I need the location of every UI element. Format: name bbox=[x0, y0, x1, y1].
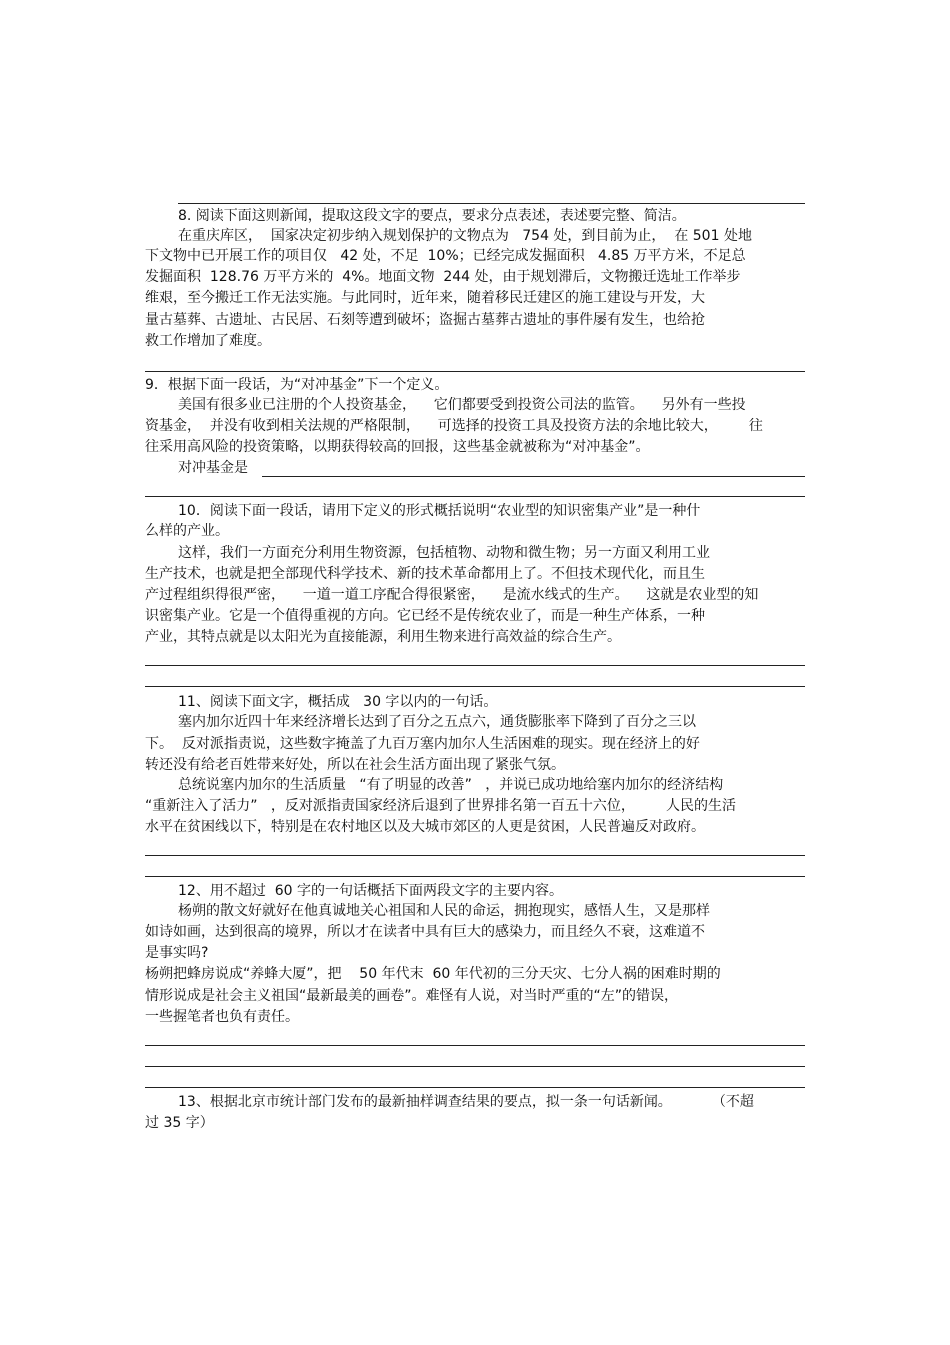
question-12-prompt: 12、用不超过 60 字的一句话概括下面两段文字的主要内容。 bbox=[178, 883, 563, 899]
question-10-prompt: 么样的产业。 bbox=[145, 523, 229, 539]
question-10-line: 产过程组织得很严密， 一道一道工序配合得很紧密， 是流水线式的生产。 这就是农业型的知 bbox=[145, 587, 759, 603]
answer-line bbox=[178, 203, 805, 204]
answer-line[interactable] bbox=[145, 855, 805, 856]
question-8-line: 下文物中已开展工作的项目仅 42 处，不足 10%；已经完成发掘面积 4.85 万平方米，不足总 bbox=[145, 248, 746, 264]
question-9-prompt: 9．根据下面一段话，为“对冲基金”下一个定义。 bbox=[145, 377, 449, 393]
question-8-line: 发掘面积 128.76 万平方米的 4%。地面文物 244 处，由于规划滞后，文物搬迁选址工作举步 bbox=[145, 269, 741, 285]
question-12-line: 如诗如画，达到很高的境界，所以才在读者中具有巨大的感染力，而且经久不衰，这难道不 bbox=[145, 924, 705, 940]
question-11-line: 水平在贫困线以下，特别是在农村地区以及大城市郊区的人更是贫困，人民普遍反对政府。 bbox=[145, 819, 705, 835]
answer-line[interactable] bbox=[262, 476, 805, 477]
question-11-line: 塞内加尔近四十年来经济增长达到了百分之五点六，通货膨胀率下降到了百分之三以 bbox=[178, 714, 696, 730]
question-11-line: 下。 反对派指责说，这些数字掩盖了九百万塞内加尔人生活困难的现实。现在经济上的好 bbox=[145, 736, 700, 752]
question-11-line: “重新注入了活力” ，反对派指责国家经济后退到了世界排名第一百五十六位， 人民的生活 bbox=[145, 798, 737, 814]
question-11-prompt: 11、阅读下面文字，概括成 30 字以内的一句话。 bbox=[178, 694, 498, 710]
question-12-line: 一些握笔者也负有责任。 bbox=[145, 1009, 299, 1025]
question-8-line: 维艰，至今搬迁工作无法实施。与此同时，近年来，随着移民迁建区的施工建设与开发，大 bbox=[145, 290, 705, 306]
question-13-prompt: 13、根据北京市统计部门发布的最新抽样调查结果的要点，拟一条一句话新闻。 （不超 bbox=[178, 1094, 754, 1110]
question-10-line: 这样，我们一方面充分利用生物资源，包括植物、动物和微生物；另一方面又利用工业 bbox=[178, 545, 710, 561]
question-9-line: 往采用高风险的投资策略，以期获得较高的回报，这些基金就被称为“对冲基金”。 bbox=[145, 439, 650, 455]
question-12-line: 情形说成是社会主义祖国“最新最美的画卷”。难怪有人说，对当时严重的“左”的错误， bbox=[145, 988, 679, 1004]
question-8-prompt: 8. 阅读下面这则新闻，提取这段文字的要点，要求分点表述，表述要完整、简洁。 bbox=[178, 208, 686, 224]
question-9-line: 美国有很多业已注册的个人投资基金， 它们都要受到投资公司法的监管。 另外有一些投 bbox=[178, 397, 746, 413]
answer-line[interactable] bbox=[145, 665, 805, 666]
answer-line[interactable] bbox=[145, 686, 805, 687]
question-9-line: 资基金， 并没有收到相关法规的严格限制， 可选择的投资工具及投资方法的余地比较大， 往 bbox=[145, 418, 763, 434]
answer-line[interactable] bbox=[145, 1045, 805, 1046]
question-11-line: 总统说塞内加尔的生活质量 “有了明显的改善” ，并说已成功地给塞内加尔的经济结构 bbox=[178, 777, 724, 793]
question-12-line: 杨朔把蜂房说成“养蜂大厦”，把 50 年代末 60 年代初的三分天灾、七分人祸的困难时期的 bbox=[145, 966, 721, 982]
question-9-answer-label: 对冲基金是 bbox=[178, 460, 248, 476]
question-8-line: 在重庆库区， 国家决定初步纳入规划保护的文物点为 754 处，到目前为止， 在 501 处地 bbox=[178, 228, 752, 244]
answer-line[interactable] bbox=[145, 1066, 805, 1067]
question-10-line: 生产技术，也就是把全部现代科学技术、新的技术革命都用上了。不但技术现代化，而且生 bbox=[145, 566, 705, 582]
answer-line[interactable] bbox=[145, 1087, 805, 1088]
answer-line[interactable] bbox=[145, 876, 805, 877]
question-8-line: 量古墓葬、古遗址、古民居、石刻等遭到破坏；盗掘古墓葬古遗址的事件屡有发生，也给抢 bbox=[145, 312, 705, 328]
question-12-line: 是事实吗? bbox=[145, 945, 209, 961]
question-8-line: 救工作增加了难度。 bbox=[145, 333, 271, 349]
question-11-line: 转还没有给老百姓带来好处，所以在社会生活方面出现了紧张气氛。 bbox=[145, 757, 565, 773]
question-12-line: 杨朔的散文好就好在他真诚地关心祖国和人民的命运，拥抱现实，感悟人生，又是那样 bbox=[178, 903, 710, 919]
question-10-prompt: 10．阅读下面一段话，请用下定义的形式概括说明“农业型的知识密集产业”是一种什 bbox=[178, 503, 701, 519]
answer-line[interactable] bbox=[145, 496, 805, 497]
question-10-line: 产业，其特点就是以太阳光为直接能源，利用生物来进行高效益的综合生产。 bbox=[145, 629, 621, 645]
answer-line bbox=[145, 371, 805, 372]
question-13-prompt-cont: 过 35 字） bbox=[145, 1115, 214, 1131]
question-10-line: 识密集产业。它是一个值得重视的方向。它已经不是传统农业了，而是一种生产体系，一种 bbox=[145, 608, 705, 624]
